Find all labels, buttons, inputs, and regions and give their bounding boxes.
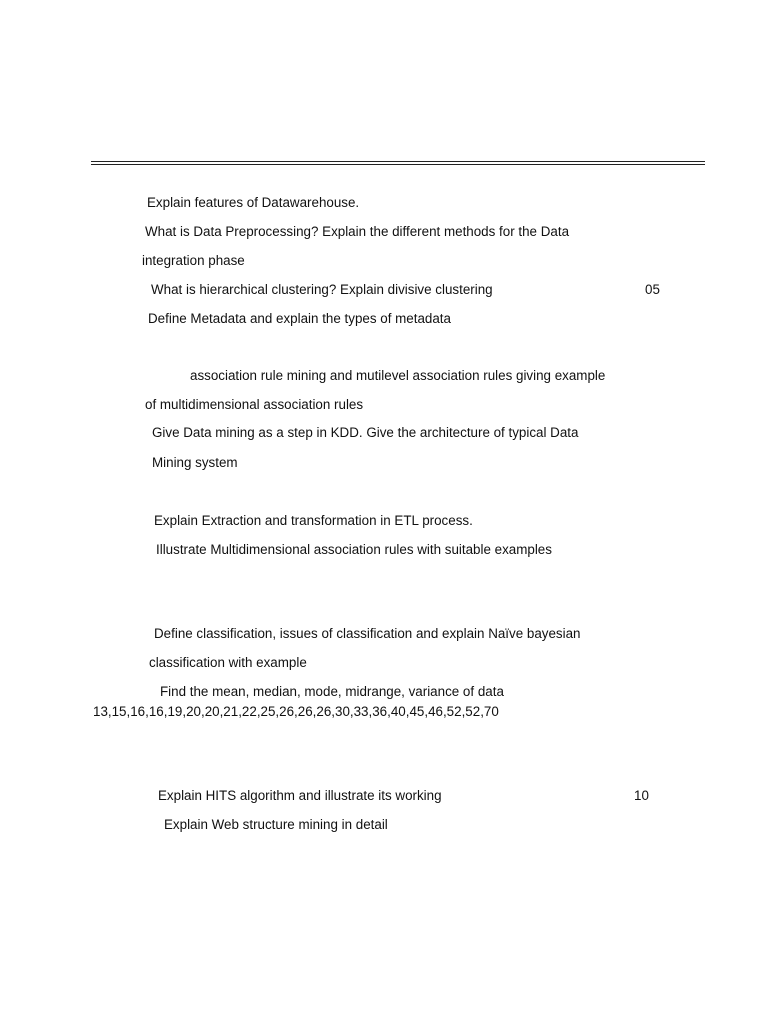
question-text: Give Data mining as a step in KDD. Give the architecture of typical Data [152,425,579,440]
question-text: Find the mean, median, mode, midrange, variance of data [160,684,504,699]
question-text: Explain features of Datawarehouse. [147,195,360,210]
question-text: Define Metadata and explain the types of metadata [148,311,451,326]
question-text: Explain HITS algorithm and illustrate its working [158,788,442,803]
question-text: Explain Extraction and transformation in ETL process. [154,513,473,528]
question-text: Illustrate Multidimensional association rules with suitable examples [156,542,552,557]
question-text: Explain Web structure mining in detail [164,817,388,832]
question-data-values: 13,15,16,16,19,20,20,21,22,25,26,26,26,30,33,36,40,45,46,52,52,70 [93,704,499,719]
question-text: Define classification, issues of classification and explain Naïve bayesian [154,626,581,641]
question-text: What is hierarchical clustering? Explain divisive clustering [151,282,493,297]
question-text: classification with example [149,655,307,670]
question-text: Mining system [152,455,238,470]
header-rule-top [91,161,705,162]
question-marks: 05 [645,282,660,297]
question-text: association rule mining and mutilevel association rules giving example [190,368,606,383]
question-marks: 10 [634,788,649,803]
header-rule-bottom [91,164,705,165]
question-text: of multidimensional association rules [145,397,364,412]
question-text: integration phase [142,253,245,268]
question-text: What is Data Preprocessing? Explain the different methods for the Data [145,224,570,239]
